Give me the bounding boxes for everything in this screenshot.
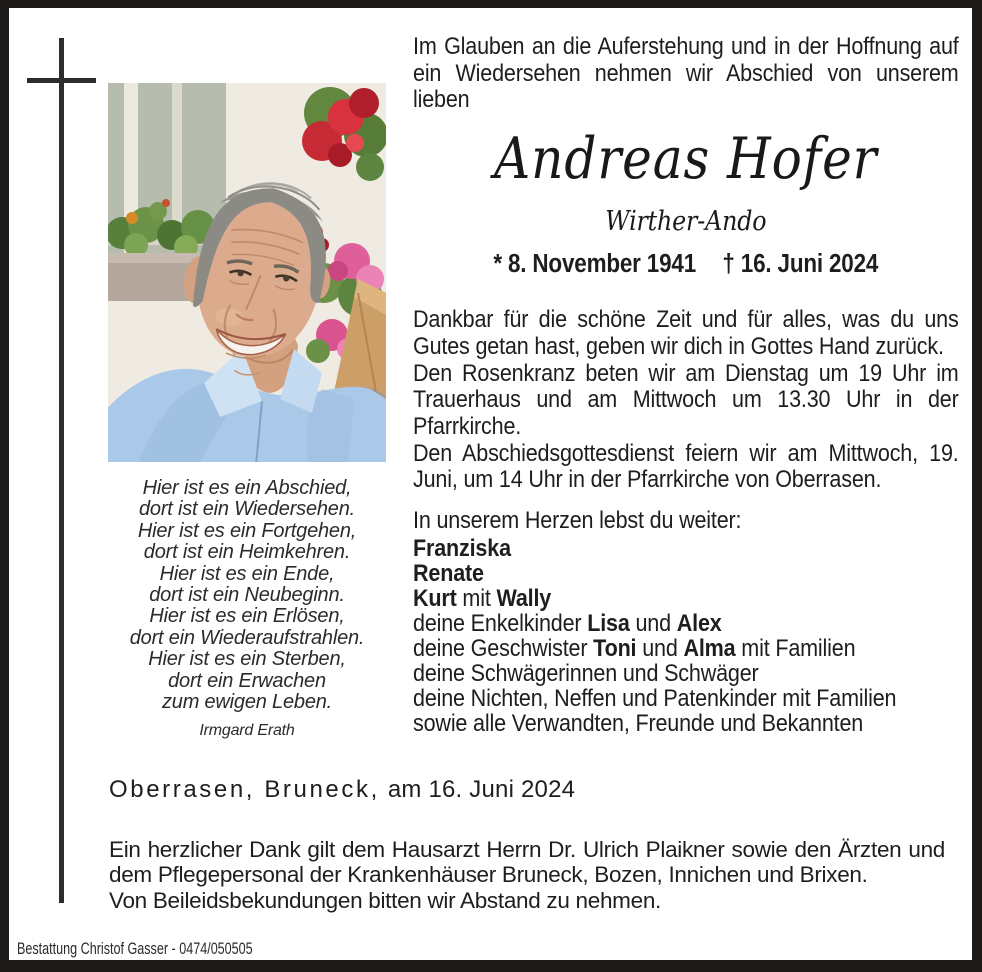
family-list: Franziska Renate Kurt mit Wally deine Enkelkinder Lisa und Alex deine Geschwister Toni und Alma mit Familien deine Schwägerinnen und Schwäger deine Nichten, Neffen und Patenkinder mit Familien sowie alle Verwandten, Freunde und Bekannten — [413, 534, 897, 737]
poem-lines: Hier ist es ein Abschied, dort ist ein Wiedersehen. Hier ist es ein Fortgehen, dort ist ein Heimkehren. Hier ist es ein Ende, dort ist ein Neubeginn. Hier ist es ein Erlösen, dort ein Wiederaufstrahlen. Hier ist es ein Sterben, dort ein Erwachen zum ewigen Leben. — [129, 477, 365, 714]
birth-date: * 8. November 1941 — [493, 250, 697, 279]
cross-horizontal-bar — [27, 78, 96, 83]
deceased-name: Andreas Hofer — [494, 126, 878, 193]
announcement-paragraph: Den Abschiedsgottesdienst feiern wir am Mittwoch, 19. Juni, um 14 Uhr in der Pfarrkirche von Oberrasen. — [413, 439, 959, 494]
date-text: am 16. Juni 2024 — [387, 776, 576, 803]
thanks-text: Ein herzlicher Dank gilt dem Hausarzt Herrn Dr. Ulrich Plaikner sowie den Ärzten und dem Pflegepersonal der Krankenhäuser Bruneck, Bozen, Innichen und Brixen. — [109, 837, 945, 887]
deceased-byname: Wirther-Ando — [605, 206, 767, 238]
memorial-poem — [98, 478, 396, 740]
announcement-paragraphs — [413, 307, 959, 494]
family-intro: In unserem Herzen lebst du weiter: — [413, 507, 742, 535]
portrait-photo-illustration — [108, 83, 386, 462]
announcement-paragraph: Dankbar für die schöne Zeit und für alles, was du uns Gutes getan hast, geben wir dich in Gottes Hand zurück. — [413, 306, 959, 360]
cross-vertical-bar — [59, 38, 64, 903]
funeral-home-footer: Bestattung Christof Gasser - 0474/050505 — [17, 939, 253, 958]
announcement-paragraph: Den Rosenkranz beten wir am Dienstag um 19 Uhr im Trauerhaus und am Mittwoch um 13.30 Uhr in der Pfarrkirche. — [413, 359, 959, 440]
condolence-note: Von Beileidsbekundungen bitten wir Abstand zu nehmen. — [109, 888, 662, 913]
life-dates — [413, 249, 959, 279]
location-text: Oberrasen, Bruneck, — [109, 776, 380, 803]
intro-text: Im Glauben an die Auferstehung und in der Hoffnung auf ein Wiedersehen nehmen wir Abschied von unserem lieben — [413, 33, 959, 114]
dateline — [109, 776, 575, 804]
portrait-photo — [108, 83, 386, 462]
death-date: † 16. Juni 2024 — [722, 250, 879, 279]
poem-author: Irmgard Erath — [199, 722, 295, 740]
announcement-column — [413, 34, 959, 736]
